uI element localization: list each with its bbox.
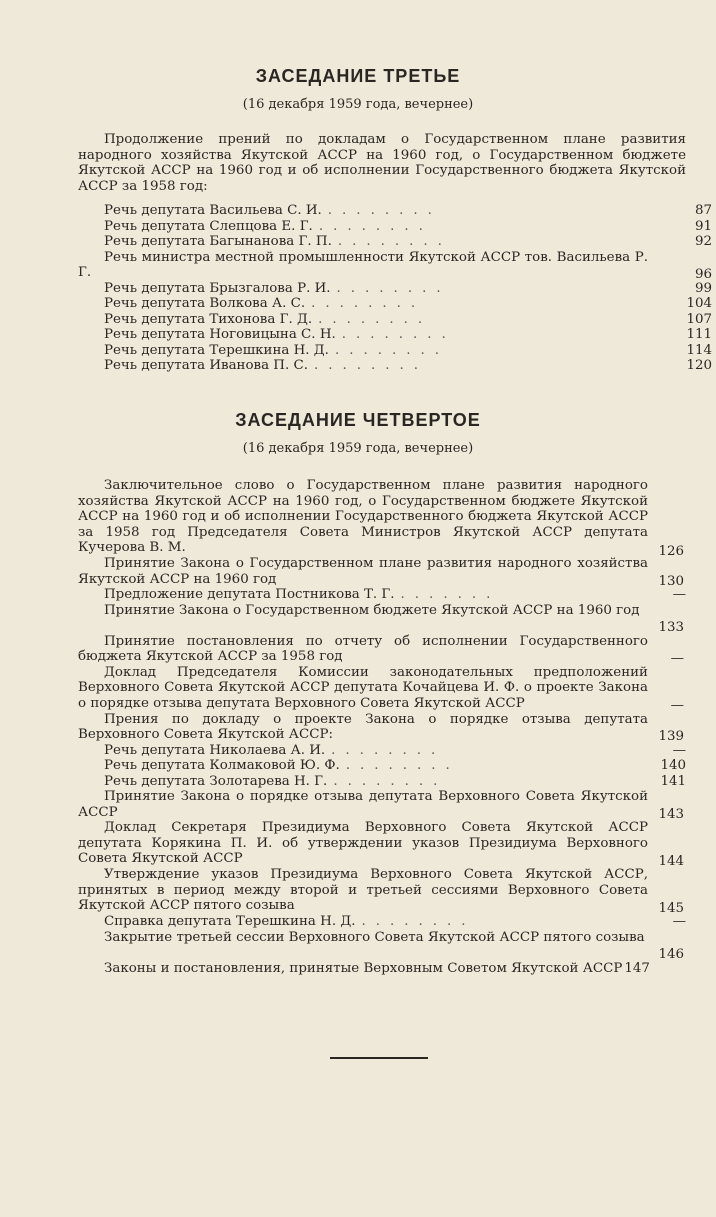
session-3-date: (16 декабря 1959 года, вечернее) [242,97,474,112]
toc-entry: Речь депутата Тихонова Г. Д. ........ 107 [104,311,712,327]
session-4-list [78,478,686,976]
toc-entry: Прения по докладу о проекте Закона о порядке отзыва депутата Верховного Совета Якутской АССР: 139 [78,711,684,744]
toc-entry: Предложение депутата Постникова Т. Г. ....... — [104,587,686,602]
closing-rule [330,1057,428,1059]
session-3-list [78,203,712,374]
session-4-date: (16 декабря 1959 года, вечернее) [242,441,474,456]
session-4-title: ЗАСЕДАНИЕ ЧЕТВЕРТОЕ [235,410,481,430]
toc-entry: Речь депутата Слепцова Е. Г. ........ 91 [104,218,712,234]
toc-entry: Законы и постановления, принятые Верховным Советом Якутской АССР 147 [104,960,650,976]
toc-entry: Закрытие третьей сессии Верховного Совета Якутской АССР пятого созыва 146 [104,929,684,962]
toc-entry: Справка депутата Терешкина Н. Д. ........ — [104,914,686,929]
toc-entry: Доклад Председателя Комиссии законодательных предположений Верховного Совета Якутской АССР депутата Кочайцева И. Ф. о проекте Закона о порядке отзыва депутата Верховного Совета Якутской АССР — [78,664,684,713]
toc-entry: Доклад Секретаря Президиума Верховного Совета Якутской АССР депутата Корякина П. И. об утверждении указов Президиума Верховного Совета Якутской АССР 144 [78,820,684,869]
toc-entry: Речь депутата Иванова П. С. ........ 120 [104,358,712,373]
toc-entry: Принятие Закона о порядке отзыва депутата Верховного Совета Якутской АССР 143 [78,789,684,822]
toc-entry: Принятие Закона о Государственном плане развития народного хозяйства Якутской АССР на 1960 год 130 [78,556,684,589]
toc-entry: Речь депутата Ноговицына С. Н. ........ 111 [104,327,712,342]
session-3-intro [78,132,686,194]
toc-entry: Утверждение указов Президиума Верховного Совета Якутской АССР, принятых в период между второй и третьей сессиями Верховного Совета Якутской АССР пятого созыва 145 [78,867,684,916]
toc-entry: Принятие Закона о Государственном бюджете Якутской АССР на 1960 год 133 [104,602,684,635]
toc-entry: Речь депутата Колмаковой Ю. Ф. ........ 140 [104,758,686,773]
toc-entry: Речь депутата Багынанова Г. П. ........ 92 [104,234,712,249]
toc-entry: Речь депутата Васильева С. И. ........ 87 [104,203,712,218]
toc-entry: Речь депутата Волкова А. С. ........ 104 [104,296,712,311]
toc-entry: Заключительное слово о Государственном плане развития народного хозяйства Якутской АССР на 1960 год, о Государственном бюджете Якутской АССР на 1960 год и об исполнении Государственного бюджета Якутской АССР за 1958 год Председателя Совета Министров Якутской АССР депутата Кучерова В. М. 126 [78,478,684,559]
toc-entry: Речь депутата Брызгалова Р. И. ........ 99 [104,280,712,296]
toc-entry: Речь депутата Золотарева Н. Г. ........ 141 [104,773,686,789]
session-3-title: ЗАСЕДАНИЕ ТРЕТЬЕ [255,66,461,86]
toc-entry: Речь депутата Терешкина Н. Д. ........ 114 [104,342,712,358]
toc-entry: Речь депутата Николаева А. И. ........ — [104,742,686,758]
toc-entry: Принятие постановления по отчету об исполнении Государственного бюджета Якутской АССР за 1958 год — [78,633,684,666]
intro-text: Продолжение прений по докладам о Государственном плане развития народного хозяйства Якутской АССР на 1960 год, о Государственном бюджете Якутской АССР на 1960 год и об исполнении Государственного бюджета Якутской АССР за 1958 год: [78,132,686,194]
toc-entry: Речь министра местной промышленности Якутской АССР тов. Васильева Р. Г. 96 [78,249,712,282]
